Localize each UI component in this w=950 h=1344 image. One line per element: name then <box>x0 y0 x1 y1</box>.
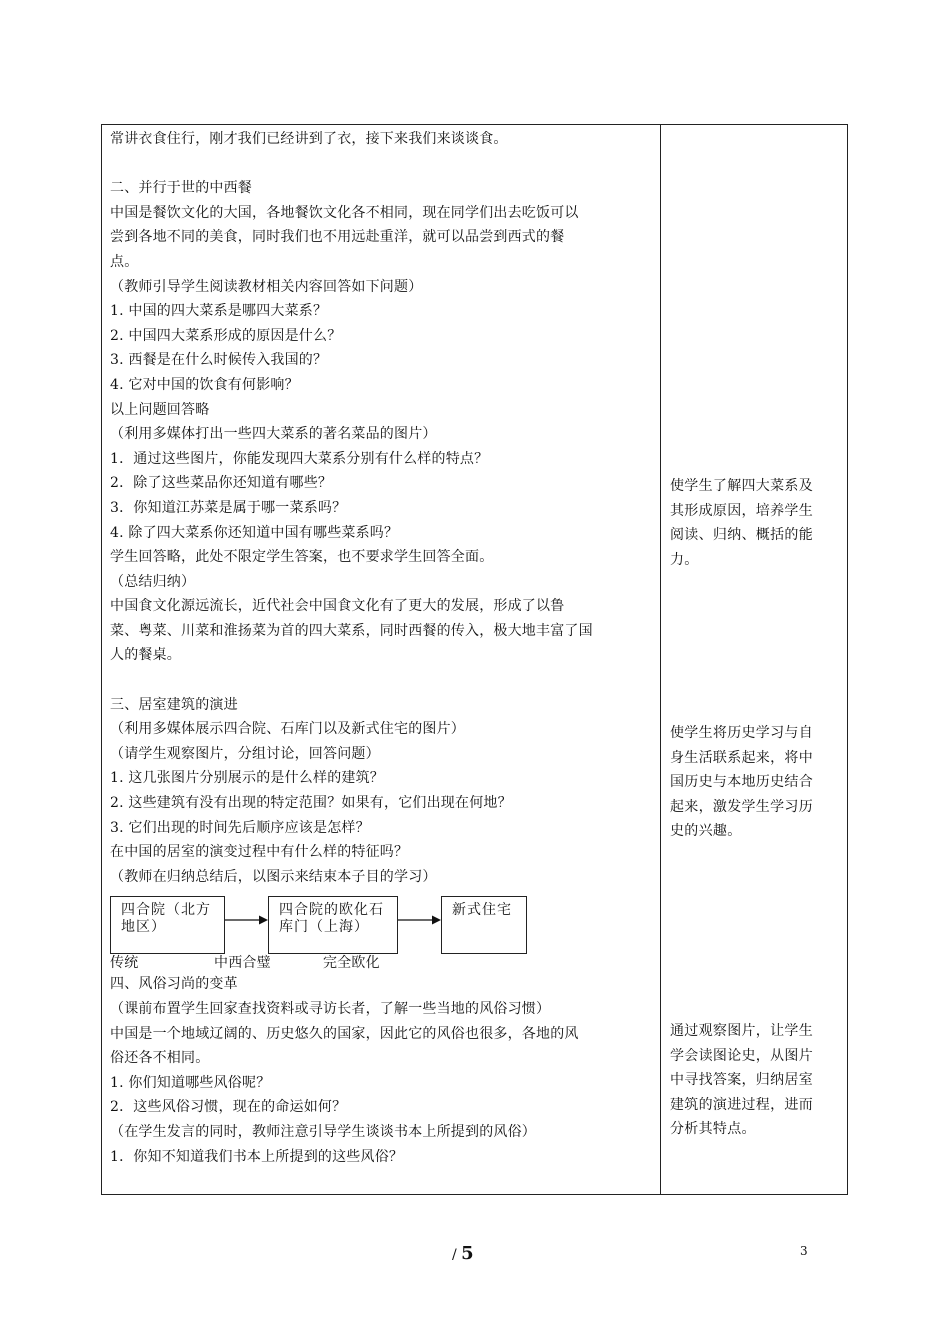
text-line: 四、风俗习尚的变革 <box>110 976 238 993</box>
teaching-process-column <box>110 127 656 1169</box>
page-total-number: 5 <box>461 1243 474 1264</box>
text-line: （在学生发言的同时，教师注意引导学生谈谈书本上所提到的风俗） <box>110 1123 536 1140</box>
page-slash: / <box>452 1247 457 1263</box>
text-line: 中国是餐饮文化的大国，各地餐饮文化各不相同，现在同学们出去吃饭可以 <box>110 204 579 221</box>
intent-block-cuisine <box>670 474 842 572</box>
process-text-part-2 <box>110 972 656 1169</box>
text-line: （教师在归纳总结后，以图示来结束本子目的学习） <box>110 868 437 885</box>
flow-labels <box>110 955 656 972</box>
text-line: 1．通过这些图片，你能发现四大菜系分别有什么样的特点？ <box>110 450 489 467</box>
text-line: 在中国的居室的演变过程中有什么样的特征吗？ <box>110 844 409 861</box>
text-line: 2．这些风俗习惯，现在的命运如何？ <box>110 1099 347 1116</box>
housing-evolution-diagram <box>110 896 656 960</box>
text-line: 4. 它对中国的饮食有何影响？ <box>110 376 299 393</box>
text-line: 1. 你们知道哪些风俗呢？ <box>110 1074 271 1091</box>
text-line: 史的兴趣。 <box>670 823 742 840</box>
text-line: 1. 这几张图片分别展示的是什么样的建筑？ <box>110 770 385 787</box>
text-line: （利用多媒体打出一些四大菜系的著名菜品的图片） <box>110 426 437 443</box>
text-line: 其形成原因，培养学生 <box>670 502 813 519</box>
text-line: 建筑的演进过程，进而 <box>670 1096 813 1113</box>
text-line: 力。 <box>670 551 699 568</box>
text-line: 阅读、归纳、概括的能 <box>670 527 813 544</box>
flow-box-new-residence: 新式住宅 <box>441 896 527 954</box>
intent-block-customs <box>670 1019 842 1142</box>
page-total <box>452 1244 474 1265</box>
text-line: 4. 除了四大菜系你还知道中国有哪些菜系吗？ <box>110 524 399 541</box>
text-line: 3. 它们出现的时间先后顺序应该是怎样？ <box>110 819 370 836</box>
text-line: 中寻找答案，归纳居室 <box>670 1072 813 1089</box>
arrow-icon <box>398 914 441 926</box>
column-divider <box>660 125 661 1194</box>
blank-line <box>110 668 656 693</box>
text-line: 通过观察图片，让学生 <box>670 1023 813 1039</box>
text-line: 身生活联系起来，将中 <box>670 749 813 766</box>
flow-box-shikumen: 四合院的欧化石库门（上海） <box>268 896 398 954</box>
text-line: 点。 <box>110 253 139 270</box>
text-line: 3．你知道江苏菜是属于哪一菜系吗？ <box>110 499 347 516</box>
text-line: 使学生将历史学习与自 <box>670 725 813 741</box>
text-line: 俗还各不相同。 <box>110 1050 210 1067</box>
flow-label-westernized: 完全欧化 <box>323 955 380 972</box>
text-line: 常讲衣食住行，刚才我们已经讲到了衣，接下来我们来谈谈食。 <box>110 131 508 147</box>
text-line: 尝到各地不同的美食，同时我们也不用远赴重洋，就可以品尝到西式的餐 <box>110 229 565 246</box>
text-line: 人的餐桌。 <box>110 647 181 664</box>
lesson-plan-table <box>101 124 848 1195</box>
flow-label-fusion: 中西合璧 <box>214 955 271 972</box>
text-line: 二、并行于世的中西餐 <box>110 180 252 197</box>
text-line: （教师引导学生阅读教材相关内容回答如下问题） <box>110 278 423 295</box>
text-line: 2．除了这些菜品你还知道有哪些？ <box>110 475 333 492</box>
text-line: 国历史与本地历史结合 <box>670 774 813 791</box>
text-line: 3. 西餐是在什么时候传入我国的？ <box>110 352 328 369</box>
text-line: 学会读图论史，从图片 <box>670 1047 813 1064</box>
text-line: 2. 中国四大菜系形成的原因是什么？ <box>110 327 342 344</box>
text-line: 使学生了解四大菜系及 <box>670 478 813 494</box>
text-line: （课前布置学生回家查找资料或寻访长者，了解一些当地的风俗习惯） <box>110 1001 551 1017</box>
text-line: 起来，激发学生学习历 <box>670 798 813 815</box>
arrow-icon <box>225 914 268 926</box>
text-line: 以上问题回答略 <box>110 401 210 418</box>
text-line: （请学生观察图片，分组讨论，回答问题） <box>110 745 380 762</box>
process-text-part-1 <box>110 127 656 889</box>
text-line: 1．你知不知道我们书本上所提到的这些风俗？ <box>110 1148 404 1165</box>
text-line: （利用多媒体展示四合院、石库门以及新式住宅的图片） <box>110 721 465 738</box>
text-line: 三、居室建筑的演进 <box>110 696 238 713</box>
blank-line <box>110 152 656 177</box>
text-line: 1. 中国的四大菜系是哪四大菜系？ <box>110 303 328 320</box>
text-line: 中国是一个地域辽阔的、历史悠久的国家，因此它的风俗也很多，各地的风 <box>110 1025 579 1042</box>
intent-block-housing <box>670 721 842 844</box>
page-number: 3 <box>800 1244 808 1258</box>
flow-label-traditional: 传统 <box>110 955 139 972</box>
text-line: 2. 这些建筑有没有出现的特定范围？如果有，它们出现在何地？ <box>110 795 512 812</box>
text-line: 学生回答略，此处不限定学生答案，也不要求学生回答全面。 <box>110 549 494 566</box>
text-line: （总结归纳） <box>110 573 196 590</box>
text-line: 分析其特点。 <box>670 1121 756 1138</box>
text-line: 菜、粤菜、川菜和淮扬菜为首的四大菜系，同时西餐的传入，极大地丰富了国 <box>110 622 593 639</box>
flow-box-siheyuan: 四合院（北方地区） <box>110 896 225 954</box>
text-line: 中国食文化源远流长，近代社会中国食文化有了更大的发展，形成了以鲁 <box>110 598 565 615</box>
